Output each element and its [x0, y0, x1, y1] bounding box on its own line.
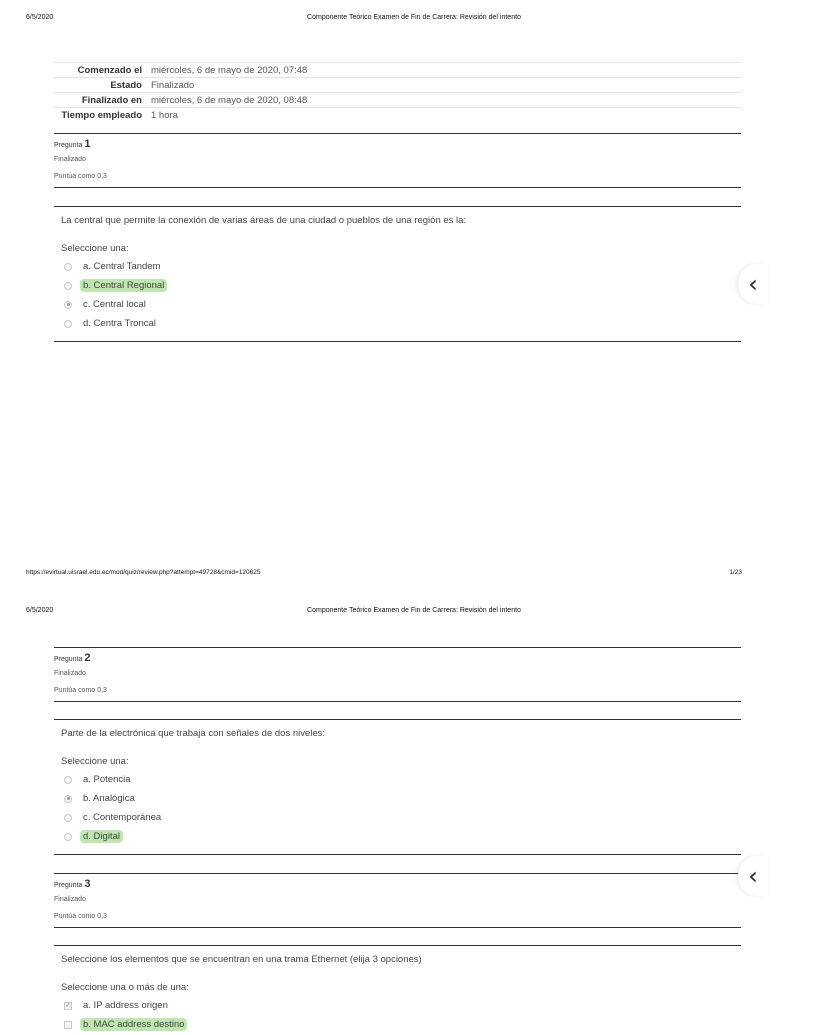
- answer-option[interactable]: [64, 770, 164, 789]
- answer-label: c. Central local: [83, 299, 146, 310]
- question-state: Finalizado: [54, 156, 86, 163]
- question-state: Finalizado: [54, 896, 86, 903]
- answer-label: a. Potencia: [83, 774, 131, 785]
- question-info-2: [54, 647, 741, 702]
- radio-button[interactable]: [64, 263, 72, 271]
- question-info-1: [54, 133, 741, 188]
- print-url: https://evirtual.uisrael.edu.ec/mod/quiz/review.php?attempt=49728&cmid=120625: [26, 569, 261, 576]
- print-header: [0, 14, 768, 28]
- radio-button[interactable]: [64, 814, 72, 822]
- radio-button-selected[interactable]: [64, 795, 72, 803]
- question-grade: Puntúa como 0,3: [54, 687, 107, 694]
- answer-option[interactable]: [64, 827, 164, 846]
- answer-option[interactable]: [64, 1015, 187, 1034]
- question-number: Pregunta 1: [54, 138, 91, 150]
- question-text: La central que permite la conexión de varias áreas de una ciudad o pueblos de una región es la:: [61, 215, 467, 226]
- question-content-3: [54, 945, 741, 1035]
- summary-row: [54, 63, 741, 78]
- answer-option[interactable]: [64, 295, 167, 314]
- summary-label: Estado: [110, 79, 142, 91]
- summary-value: miércoles, 6 de mayo de 2020, 08:48: [151, 94, 308, 106]
- radio-button[interactable]: [64, 320, 72, 328]
- answer-label: a. IP address origen: [83, 1000, 168, 1011]
- summary-row: [54, 93, 741, 108]
- print-page-number: 1/23: [729, 569, 742, 576]
- checkbox-checked[interactable]: ✓: [65, 1001, 71, 1009]
- answer-label-correct: d. Digital: [80, 830, 123, 843]
- answer-list: [64, 770, 164, 846]
- print-header: [0, 607, 768, 621]
- summary-value: 1 hora: [151, 110, 178, 121]
- question-grade: Puntúa como 0,3: [54, 173, 107, 180]
- print-date: 6/5/2020: [26, 607, 54, 614]
- radio-button[interactable]: [64, 282, 72, 290]
- answer-label: d. Centra Troncal: [83, 318, 156, 329]
- question-text: Seleccione los elementos que se encuentran en una trama Ethernet (elija 3 opciones): [61, 954, 422, 965]
- print-date: 6/5/2020: [26, 14, 54, 21]
- answer-list: [64, 257, 167, 333]
- answer-option[interactable]: [64, 314, 167, 333]
- question-grade: Puntúa como 0,3: [54, 913, 107, 920]
- answer-prompt: Seleccione una:: [61, 243, 129, 254]
- answer-label: b. Analógica: [83, 793, 135, 804]
- answer-label: c. Contemporánea: [83, 812, 162, 823]
- print-title: Componente Teórico Examen de Fin de Carrera: Revisión del intento: [307, 607, 521, 614]
- question-info-3: [54, 873, 741, 928]
- question-number: Pregunta 2: [54, 652, 91, 664]
- answer-option[interactable]: [64, 276, 167, 295]
- question-text: Parte de la electrónica que trabaja con señales de dos niveles:: [61, 728, 326, 739]
- summary-value: miércoles, 6 de mayo de 2020, 07:48: [151, 64, 308, 76]
- quiz-navigation-toggle[interactable]: [738, 264, 768, 304]
- question-state: Finalizado: [54, 670, 86, 677]
- quiz-navigation-toggle[interactable]: [738, 856, 768, 896]
- summary-value: Finalizado: [151, 79, 195, 91]
- answer-option[interactable]: [64, 257, 167, 276]
- answer-option[interactable]: [64, 789, 164, 808]
- answer-option[interactable]: [64, 808, 164, 827]
- chevron-left-icon: ‹: [748, 270, 758, 298]
- summary-label: Finalizado en: [81, 94, 142, 106]
- summary-row: [54, 78, 741, 93]
- radio-button[interactable]: [64, 833, 72, 841]
- answer-option[interactable]: [64, 996, 187, 1015]
- radio-button[interactable]: [64, 776, 72, 784]
- radio-button-selected[interactable]: [64, 301, 72, 309]
- answer-prompt: Seleccione una:: [61, 756, 129, 767]
- answer-prompt: Seleccione una o más de una:: [61, 982, 189, 993]
- answer-label-correct: b. MAC address destino: [80, 1018, 187, 1031]
- question-number: Pregunta 3: [54, 878, 91, 890]
- checkbox[interactable]: [64, 1021, 72, 1029]
- chevron-left-icon: ‹: [748, 862, 758, 890]
- answer-list: [64, 996, 187, 1034]
- question-content-2: [54, 719, 741, 855]
- summary-label: Comenzado el: [77, 64, 142, 76]
- print-title: Componente Teórico Examen de Fin de Carrera: Revisión del intento: [307, 14, 521, 21]
- answer-label: a. Central Tandem: [83, 261, 161, 272]
- summary-row: [54, 108, 741, 123]
- answer-label-correct: b. Central Regional: [80, 279, 167, 292]
- question-content-1: [54, 206, 741, 342]
- summary-label: Tiempo empleado: [61, 110, 142, 121]
- attempt-summary: [54, 62, 741, 123]
